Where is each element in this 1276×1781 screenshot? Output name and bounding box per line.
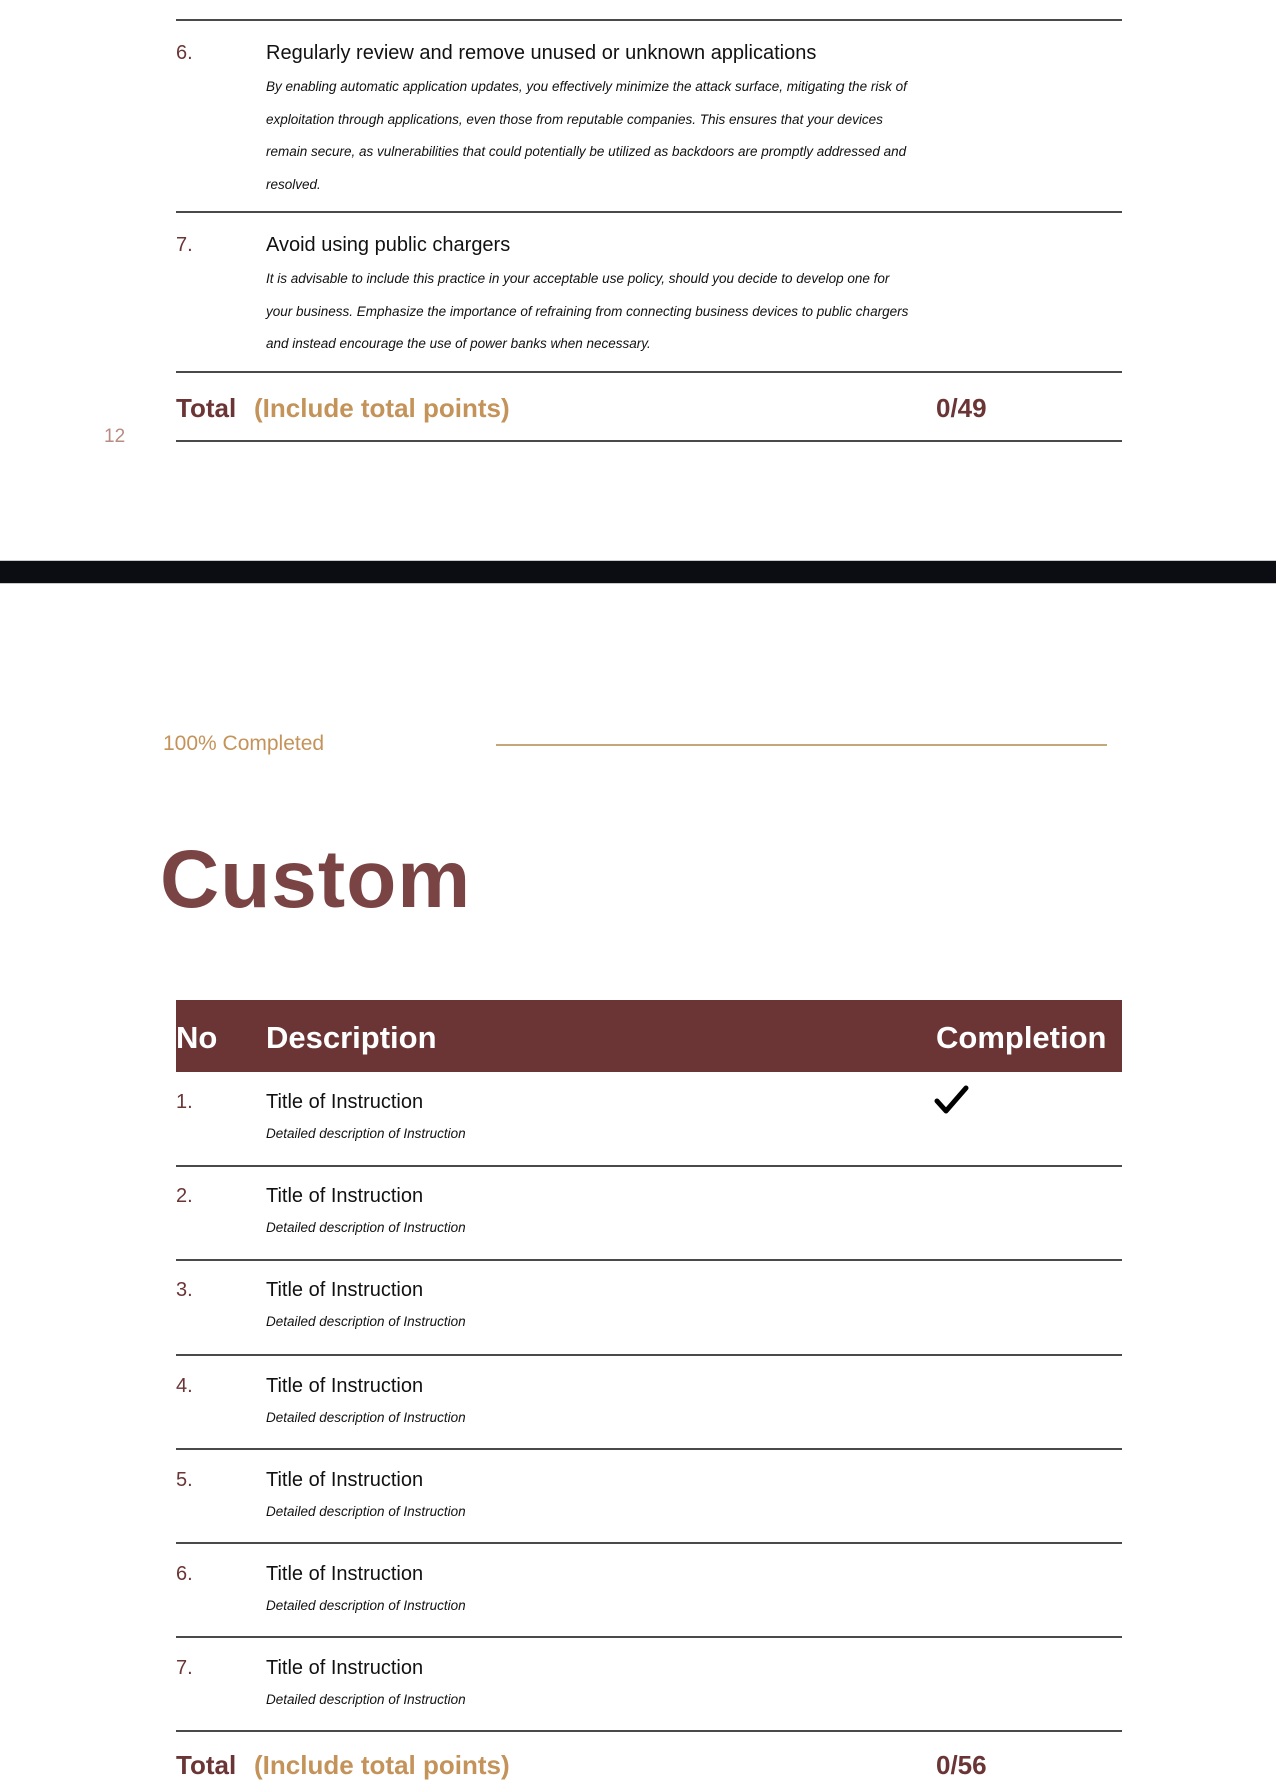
- page-number: 12: [104, 426, 126, 447]
- row-title: Title of Instruction: [266, 1657, 424, 1679]
- header-description: Description: [266, 1020, 437, 1055]
- row-number: 7.: [176, 234, 193, 256]
- total-note: (Include total points): [254, 393, 510, 423]
- row-number: 6.: [176, 42, 193, 64]
- row-number: 7.: [176, 1657, 193, 1679]
- row-description: Detailed description of Instruction: [266, 1410, 466, 1425]
- row-description: It is advisable to include this practice in your acceptable use policy, should you decide to develop one for your business. Emphasize the importance of refraining from connecting business devices to public chargers and instead encourage the use of power banks when necessary.: [266, 271, 909, 351]
- progress-bar-fill: [496, 744, 1107, 746]
- document-page-custom: [0, 584, 1276, 1780]
- table-header: [176, 1000, 1122, 1072]
- header-completion: Completion: [936, 1020, 1107, 1055]
- row-title: Title of Instruction: [266, 1185, 424, 1207]
- row-divider: [176, 371, 1122, 373]
- row-title: Title of Instruction: [266, 1279, 424, 1301]
- row-description: Detailed description of Instruction: [266, 1126, 466, 1141]
- row-divider: [176, 1448, 1122, 1450]
- row-number: 3.: [176, 1279, 193, 1301]
- row-description: Detailed description of Instruction: [266, 1220, 466, 1235]
- row-divider: [176, 211, 1122, 213]
- row-title: Title of Instruction: [266, 1469, 424, 1491]
- row-description: Detailed description of Instruction: [266, 1504, 466, 1519]
- total-note: (Include total points): [254, 1750, 510, 1780]
- header-no: No: [176, 1020, 218, 1055]
- row-number: 2.: [176, 1185, 193, 1207]
- row-description: Detailed description of Instruction: [266, 1598, 466, 1613]
- row-number: 4.: [176, 1375, 193, 1397]
- row-divider: [176, 1636, 1122, 1638]
- row-title: Title of Instruction: [266, 1375, 424, 1397]
- total-value: 0/56: [936, 1750, 987, 1780]
- total-label: Total: [176, 393, 237, 423]
- row-description: Detailed description of Instruction: [266, 1314, 466, 1329]
- row-description: By enabling automatic application updates, you effectively minimize the attack surface, mitigating the risk of exploitation through applications, even those from reputable companies. This ensures that your devices remain secure, as vulnerabilities that could potentially be utilized as backdoors are promptly addressed and resolved.: [266, 79, 907, 192]
- row-divider: [176, 440, 1122, 442]
- row-title: Title of Instruction: [266, 1563, 424, 1585]
- row-number: 6.: [176, 1563, 193, 1585]
- progress-label: 100% Completed: [163, 732, 325, 755]
- row-divider: [176, 1730, 1122, 1732]
- row-title: Title of Instruction: [266, 1091, 424, 1113]
- row-number: 1.: [176, 1091, 193, 1113]
- progress-bar: [496, 744, 1107, 746]
- row-divider: [176, 1542, 1122, 1544]
- total-label: Total: [176, 1750, 237, 1780]
- row-number: 5.: [176, 1469, 193, 1491]
- row-title: Regularly review and remove unused or unknown applications: [266, 42, 817, 64]
- document-page-12: [0, 0, 1276, 560]
- row-divider: [176, 1259, 1122, 1261]
- row-divider: [176, 19, 1122, 21]
- total-value: 0/49: [936, 393, 987, 423]
- row-divider: [176, 1354, 1122, 1356]
- row-divider: [176, 1165, 1122, 1167]
- row-description: Detailed description of Instruction: [266, 1692, 466, 1707]
- page-separator: [0, 560, 1276, 584]
- section-title: Custom: [160, 834, 472, 925]
- checkmark-icon: [934, 1084, 970, 1116]
- row-title: Avoid using public chargers: [266, 234, 511, 256]
